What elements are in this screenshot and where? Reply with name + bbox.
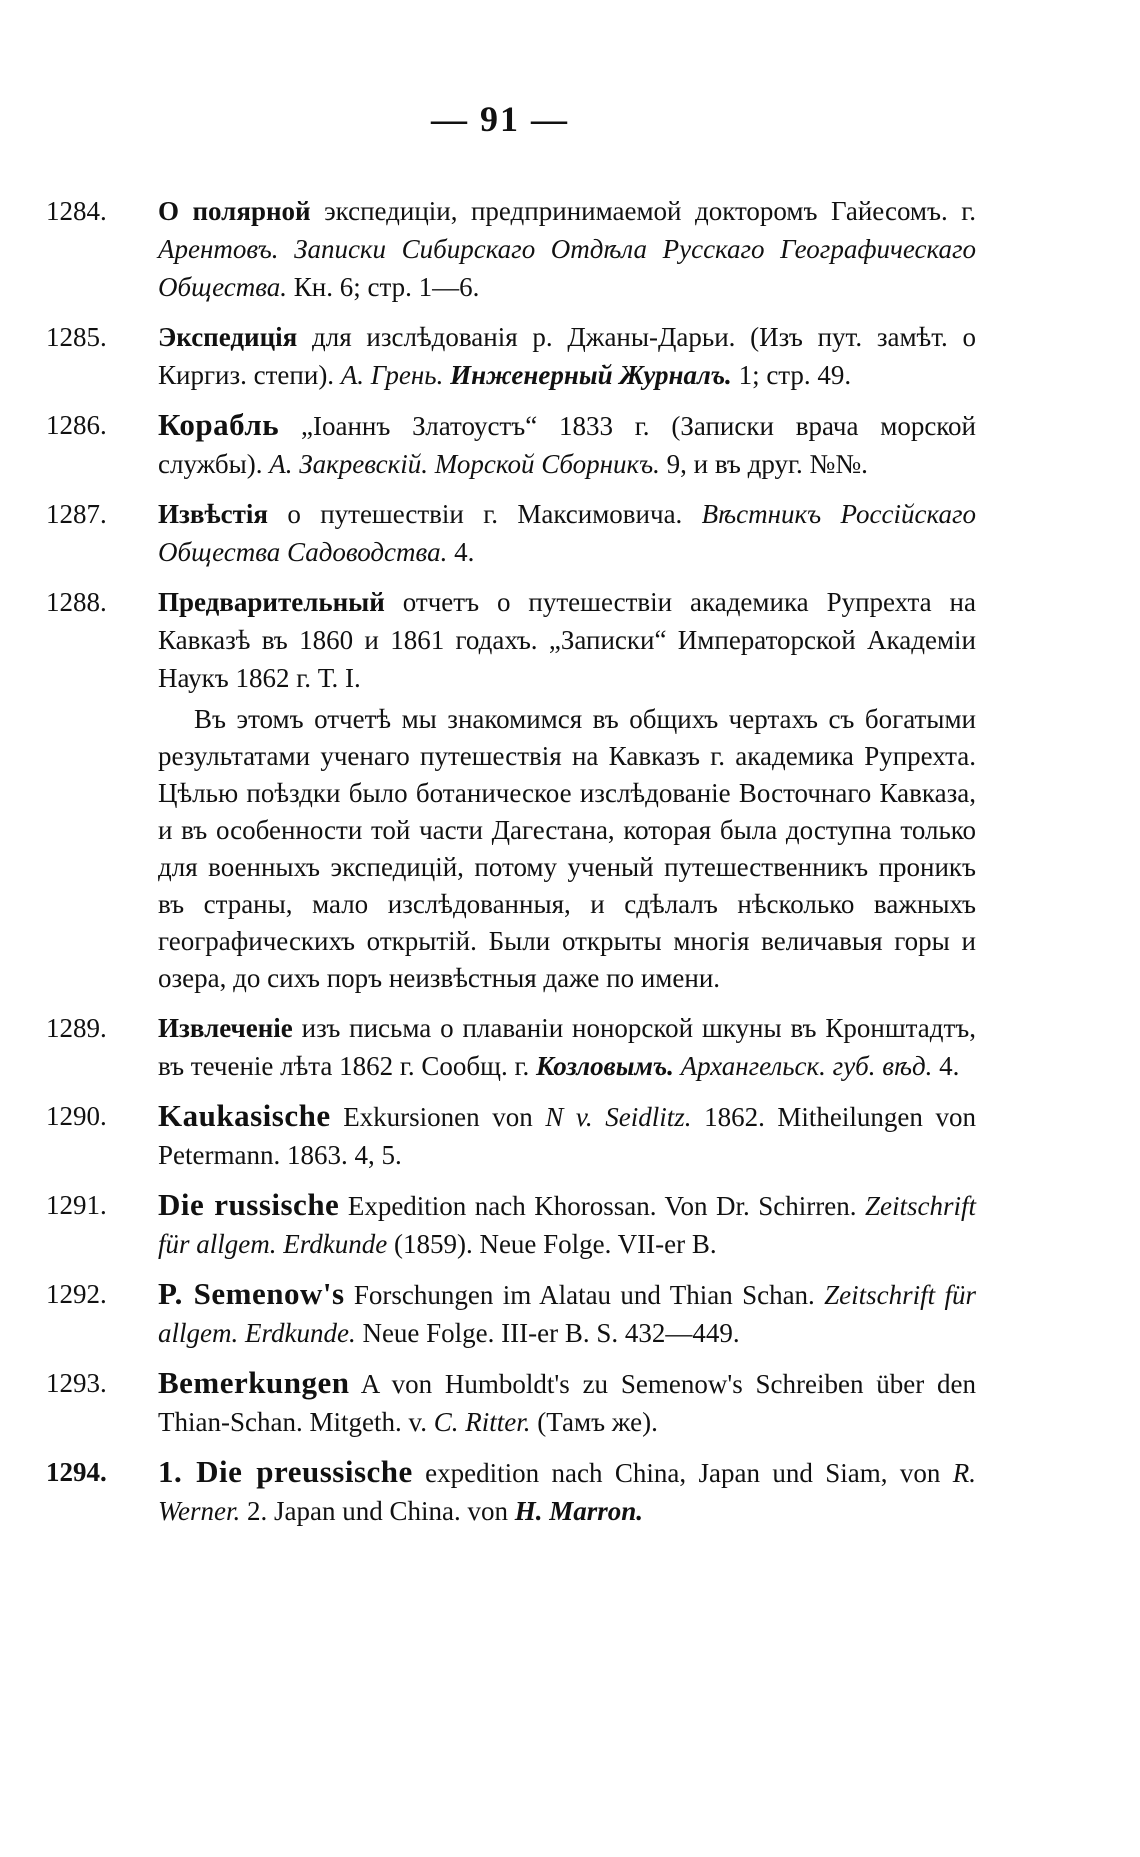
entry-lead: Bemerkungen [158, 1365, 350, 1400]
entry-lead: Извлеченіе [158, 1013, 293, 1043]
entry-number: 1286. [46, 410, 107, 440]
entry-body-2: 2. Japan und China. von [240, 1496, 515, 1526]
entry-text [158, 583, 976, 697]
entry-tail: 4. [447, 537, 475, 567]
entry-1294 [46, 1453, 976, 1530]
entry-body-2 [428, 449, 435, 479]
entry-number: 1285. [46, 322, 107, 352]
entry-text [158, 1275, 976, 1352]
entry-author: N v. Seidlitz. [545, 1102, 692, 1132]
entry-lead: Предварительный [158, 587, 385, 617]
entry-body-2: (Тамъ же). [530, 1407, 658, 1437]
entry-1291 [46, 1186, 976, 1263]
entry-text [158, 1364, 976, 1441]
entry-number: 1284. [46, 196, 107, 226]
entry-body: о путешествіи г. Максимовича. [268, 499, 702, 529]
entry-lead: P. Semenow's [158, 1276, 345, 1311]
entry-tail: 9, и въ друг. №№. [659, 449, 868, 479]
entry-body: Expedition nach Khorossan. Von Dr. Schirren. [339, 1191, 865, 1221]
entry-1286 [46, 406, 976, 483]
entry-author: Арентовъ. [158, 234, 279, 264]
entry-tail: 4. [932, 1051, 960, 1081]
entry-body: expedition nach China, Japan und Siam, von [412, 1458, 953, 1488]
entry-lead: Корабль [158, 407, 280, 442]
entry-lead: Kaukasische [158, 1098, 331, 1133]
entry-number: 1294. [46, 1457, 107, 1487]
entry-text [158, 495, 976, 571]
entry-number: 1291. [46, 1190, 107, 1220]
entry-1288 [46, 583, 976, 997]
entry-source: Zeitschrift für allgem. Erdkunde. [158, 1280, 976, 1348]
page-number: — 91 — [431, 99, 569, 139]
entry-text [158, 1009, 976, 1085]
entry-source: H. Marron. [514, 1496, 644, 1526]
entry-1290 [46, 1097, 976, 1174]
entry-text [158, 318, 976, 394]
entry-author: R. Werner. [158, 1458, 976, 1526]
entry-tail: Кн. 6; стр. 1—6. [287, 272, 480, 302]
entry-number: 1292. [46, 1279, 107, 1309]
entry-text [158, 1453, 976, 1530]
entry-body-2: 1862. Mitheilungen von Petermann. 1863. 4, 5. [158, 1102, 976, 1170]
entry-1284 [46, 192, 976, 306]
entry-source: Архангельск. губ. вѣд. [680, 1051, 933, 1081]
entry-source: Вѣстникъ Россійскаго Общества Садоводства. [158, 499, 976, 567]
entry-1289 [46, 1009, 976, 1085]
entry-tail: Neue Folge. III-er B. S. 432—449. [355, 1318, 740, 1348]
entry-body: A von Humboldt's zu Semenow's Schreiben über den Thian-Schan. Mitgeth. v. [158, 1369, 976, 1437]
entry-lead: Die russische [158, 1187, 340, 1222]
entry-1292 [46, 1275, 976, 1352]
entry-lead: Экспедиція [158, 322, 298, 352]
entry-source: Инженерный Журналъ. [450, 360, 732, 390]
entry-body-2 [279, 234, 295, 264]
entry-number: 1287. [46, 499, 107, 529]
entry-source: Морской Сборникъ. [434, 449, 660, 479]
entry-number: 1289. [46, 1013, 107, 1043]
entry-number: 1288. [46, 587, 107, 617]
entry-text [158, 1097, 976, 1174]
entry-lead: Извѣстія [158, 499, 268, 529]
entry-author: Козловымъ. [536, 1051, 674, 1081]
entry-body: для изслѣдованія р. Джаны-Дарьи. (Изъ пут. замѣт. о Киргиз. степи). [158, 322, 976, 390]
entry-text [158, 192, 976, 306]
entry-body: отчетъ о путешествіи академика Рупрехта на Кавказѣ въ 1860 и 1861 годахъ. „Записки“ Императорской Академіи Наукъ 1862 г. Т. I. [158, 587, 976, 693]
entry-lead: 1. Die preussische [158, 1454, 413, 1489]
entry-author: А. Грень. [340, 360, 444, 390]
entry-body: изъ письма о плаваніи нонорской шкуны въ Кронштадтъ, въ теченіе лѣта 1862 г. Сообщ. г. [158, 1013, 976, 1081]
entry-body: экспедиціи, предпринимаемой докторомъ Гайесомъ. г. [310, 196, 976, 226]
bibliography-list [46, 192, 976, 1542]
entry-body: Forschungen im Alatau und Thian Schan. [344, 1280, 825, 1310]
entry-body: Exkursionen von [330, 1102, 546, 1132]
entry-1287 [46, 495, 976, 571]
entry-tail: (1859). Neue Folge. VII-er B. [387, 1229, 717, 1259]
entry-number: 1290. [46, 1101, 107, 1131]
entry-text [158, 1186, 976, 1263]
entry-author: C. Ritter. [433, 1407, 531, 1437]
entry-source: Записки Сибирскаго Отдѣла Русскаго Географическаго Общества. [158, 234, 976, 302]
entry-source: Zeitschrift für allgem. Erdkunde [158, 1191, 977, 1259]
entry-1293 [46, 1364, 976, 1441]
entry-lead: О полярной [158, 196, 311, 226]
entry-body: „Іоаннъ Златоустъ“ 1833 г. (Записки врача морской службы). [158, 411, 976, 479]
entry-author: А. Закревскій. [269, 449, 428, 479]
entry-tail: 1; стр. 49. [731, 360, 852, 390]
entry-1285 [46, 318, 976, 394]
entry-text [158, 406, 976, 483]
entry-number: 1293. [46, 1368, 107, 1398]
entry-body-2 [674, 1051, 681, 1081]
entry-note: Въ этомъ отчетѣ мы знакомимся въ общихъ чертахъ съ богатыми результатами ученаго путешествія на Кавказъ г. академика Рупрехта. Цѣлью поѣздки было ботаническое изслѣдованіе Восточнаго Кавказа, и въ особенности той части Дагестана, которая была доступна только для военныхъ экспедицій, потому ученый путешественникъ проникъ въ страны, мало изслѣдованныя, и сдѣлалъ нѣсколько важныхъ географическихъ открытій. Были открыты многія величавыя горы и озера, до сихъ поръ неизвѣстныя даже по имени. [158, 704, 976, 993]
